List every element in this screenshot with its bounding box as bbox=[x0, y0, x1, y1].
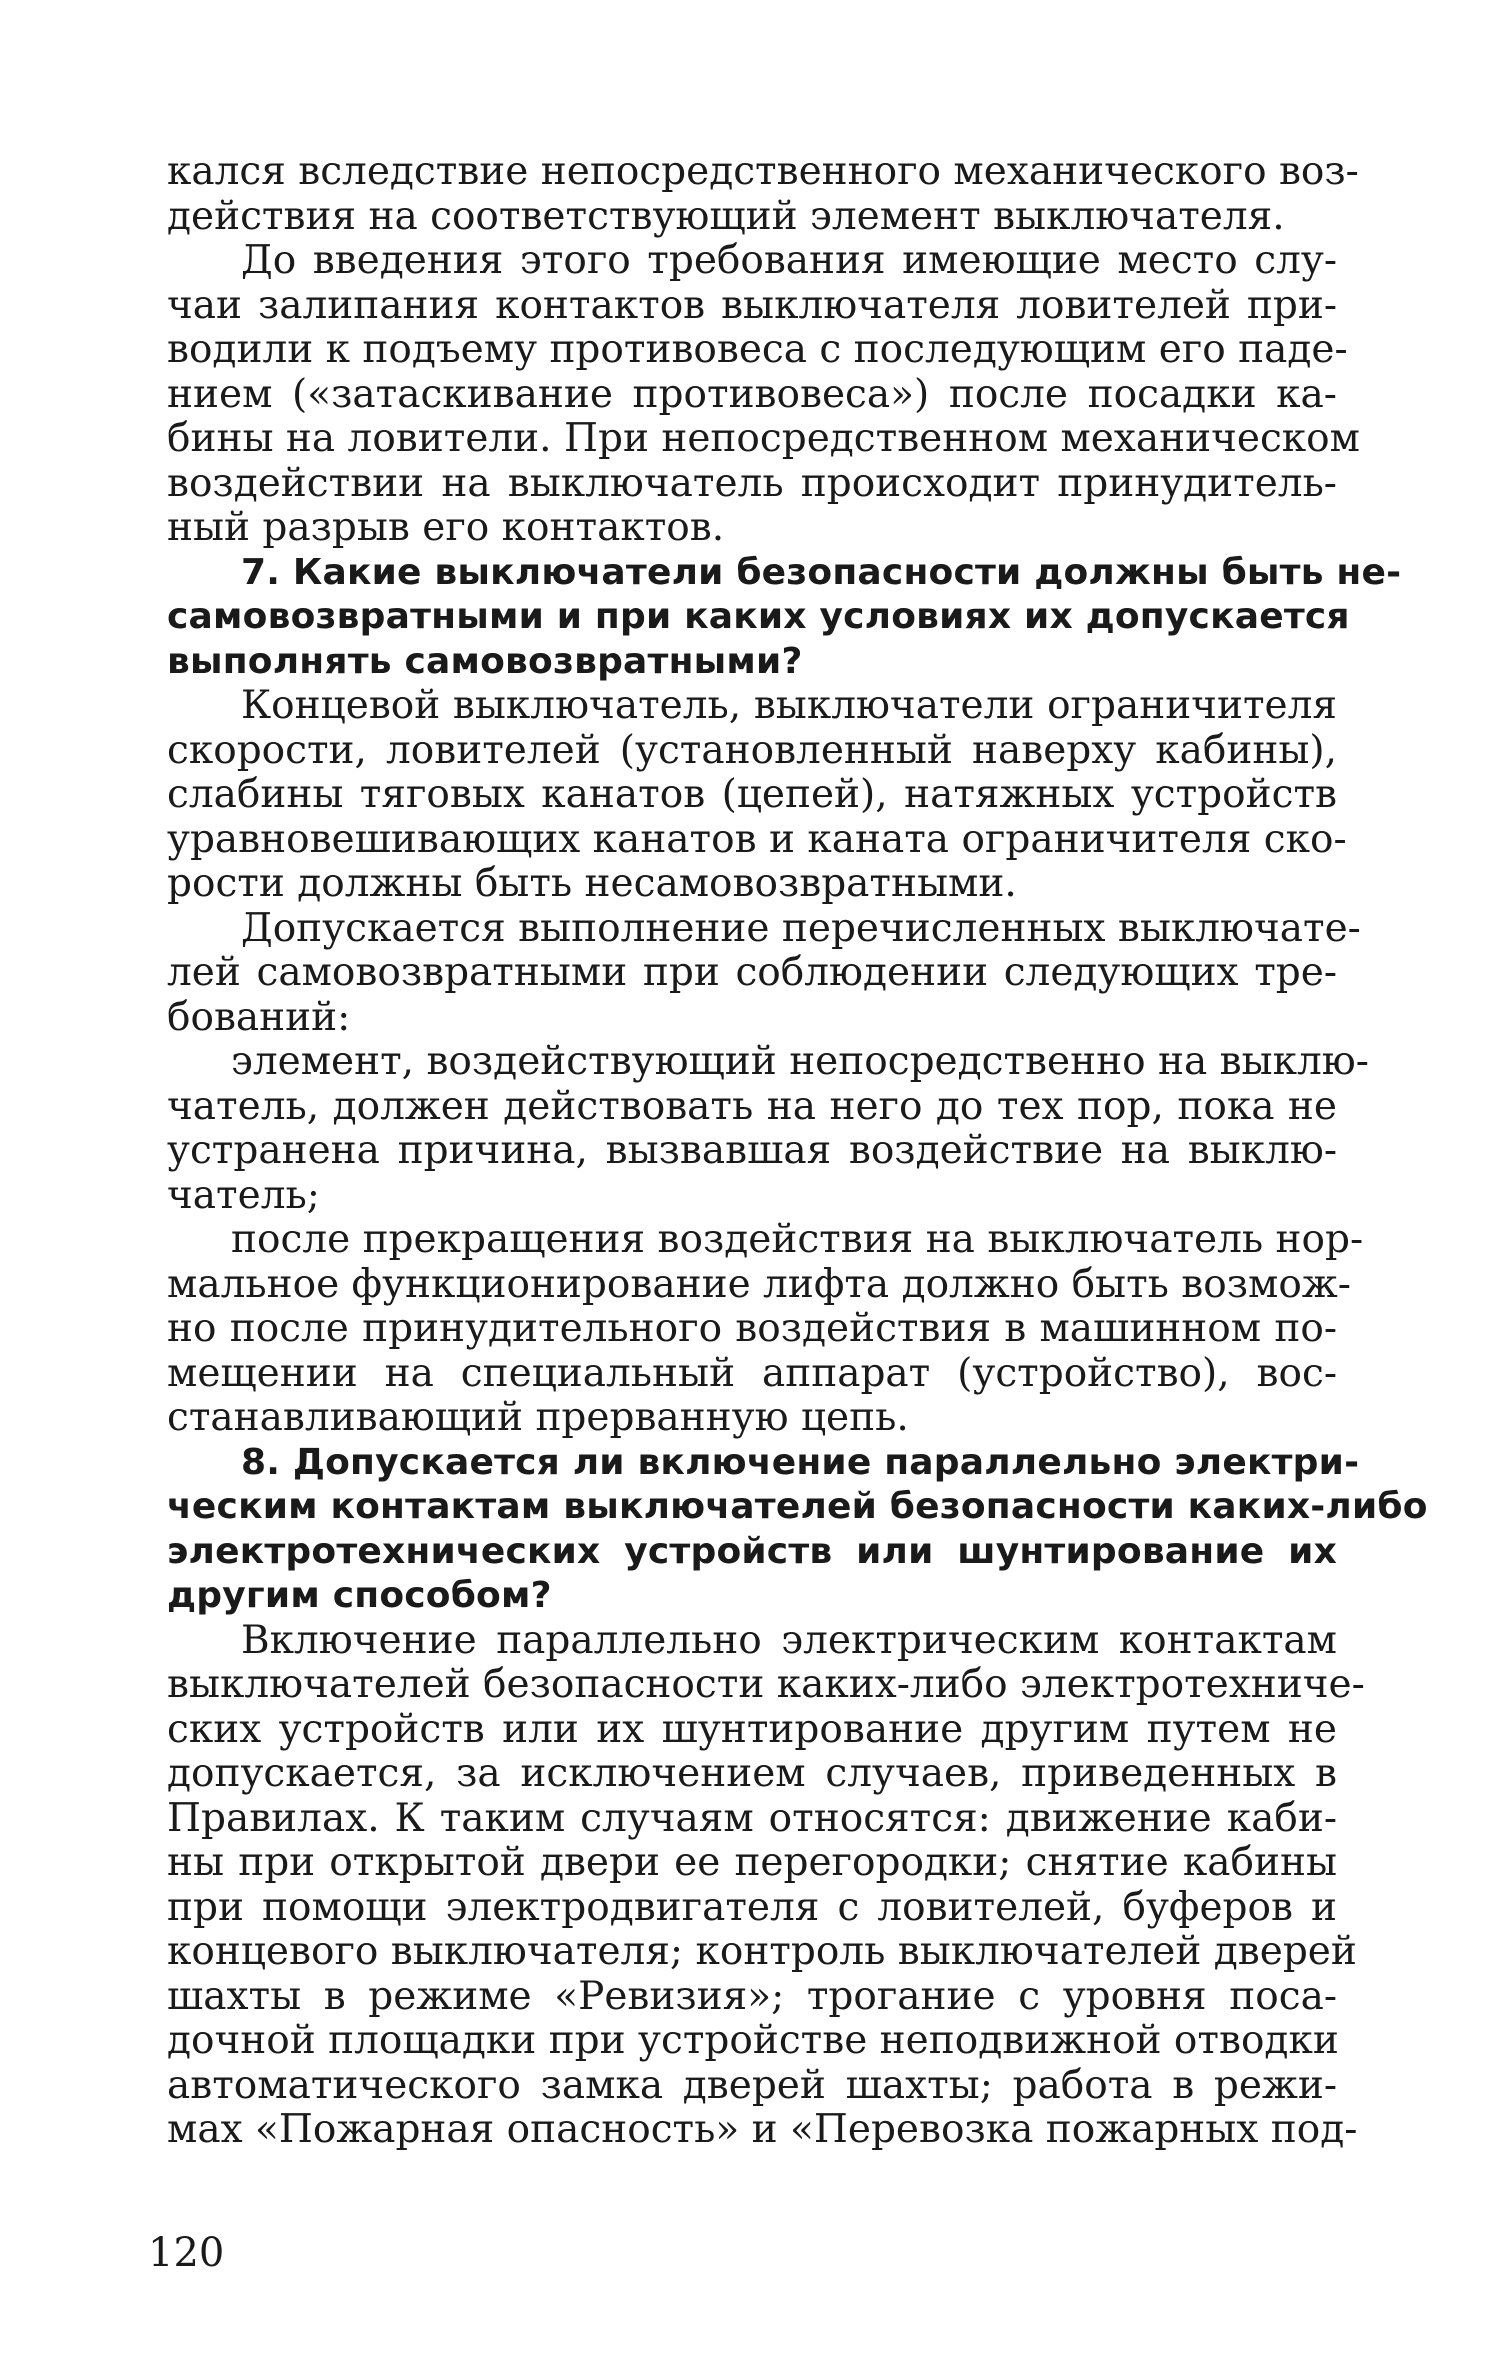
text-line: кался вследствие непосредственного механического воз- bbox=[167, 149, 1359, 194]
text-line: водили к подъему противовеса с последующим его паде- bbox=[167, 327, 1348, 372]
text-line: бований: bbox=[167, 994, 351, 1040]
question-heading-line: выполнять самовозвратными? bbox=[167, 640, 803, 682]
text-line: допускается, за исключением случаев, приведенных в bbox=[167, 1751, 1337, 1796]
page-number: 120 bbox=[148, 2230, 225, 2276]
text-line: автоматического замка дверей шахты; работа в режи- bbox=[167, 2062, 1337, 2108]
question-heading-line: другим способом? bbox=[167, 1575, 552, 1616]
text-line: воздействии на выключатель происходит принудитель- bbox=[167, 460, 1337, 506]
text-line: нием («затаскивание противовеса») после посадки ка- bbox=[167, 371, 1337, 417]
text-line: скорости, ловителей (установленный наверху кабины), bbox=[167, 727, 1337, 773]
text-line: До введения этого требования имеющие место слу- bbox=[241, 238, 1337, 283]
text-line: мещении на специальный аппарат (устройство), вос- bbox=[167, 1350, 1337, 1396]
page-text bbox=[167, 149, 1428, 2153]
text-line: шахты в режиме «Ревизия»; трогание с уровня поса- bbox=[167, 1973, 1337, 2019]
question-heading-line: самовозвратными и при каких условиях их допускается bbox=[167, 596, 1350, 637]
text-line: Правилах. К таким случаям относятся: движение каби- bbox=[167, 1795, 1337, 1841]
text-line: чатель; bbox=[167, 1172, 320, 1218]
text-line: дочной площадки при устройстве неподвижной отводки bbox=[167, 2018, 1339, 2063]
text-line: элемент, воздействующий непосредственно на выклю- bbox=[231, 1039, 1369, 1084]
question-heading-line: 7. Какие выключатели безопасности должны быть не- bbox=[241, 551, 1402, 593]
text-line: мах «Пожарная опасность» и «Перевозка пожарных под- bbox=[167, 2107, 1358, 2152]
text-line: ный разрыв его контактов. bbox=[167, 505, 725, 550]
text-line: чатель, должен действовать на него до тех пор, пока не bbox=[167, 1083, 1337, 1129]
question-heading-line: электротехнических устройств или шунтирование их bbox=[167, 1530, 1337, 1572]
text-line: чаи залипания контактов выключателя ловителей при- bbox=[167, 282, 1337, 328]
text-line: мальное функционирование лифта должно быть возмож- bbox=[167, 1261, 1351, 1307]
text-line: Включение параллельно электрическим контактам bbox=[241, 1617, 1337, 1663]
text-line: действия на соответствующий элемент выключателя. bbox=[167, 193, 1285, 239]
question-heading-line: 8. Допускается ли включение параллельно электри- bbox=[241, 1441, 1360, 1483]
text-line: концевого выключателя; контроль выключателей дверей bbox=[167, 1929, 1357, 1974]
text-line: выключателей безопасности каких-либо электротехниче- bbox=[167, 1662, 1365, 1707]
text-line: уравновешивающих канатов и каната ограничителя ско- bbox=[167, 816, 1347, 862]
question-heading-line: ческим контактам выключателей безопасности каких-либо bbox=[167, 1486, 1428, 1527]
text-line: слабины тяговых канатов (цепей), натяжных устройств bbox=[167, 772, 1337, 817]
text-line: но после принудительного воздействия в машинном по- bbox=[167, 1306, 1337, 1351]
text-line: устранена причина, вызвавшая воздействие на выклю- bbox=[167, 1128, 1337, 1173]
text-line: ских устройств или их шунтирование другим путем не bbox=[167, 1706, 1337, 1752]
text-line: станавливающий прерванную цепь. bbox=[167, 1395, 909, 1440]
text-line: после прекращения воздействия на выключатель нор- bbox=[231, 1217, 1364, 1262]
text-line: бины на ловители. При непосредственном механическом bbox=[167, 416, 1360, 461]
text-line: Допускается выполнение перечисленных выключате- bbox=[241, 905, 1361, 951]
text-line: при помощи электродвигателя с ловителей, буферов и bbox=[167, 1884, 1337, 1930]
text-line: лей самовозвратными при соблюдении следующих тре- bbox=[167, 950, 1337, 995]
text-line: Концевой выключатель, выключатели ограничителя bbox=[241, 683, 1337, 728]
text-line: ны при открытой двери ее перегородки; снятие кабины bbox=[167, 1840, 1337, 1885]
text-line: рости должны быть несамовозвратными. bbox=[167, 861, 1017, 906]
